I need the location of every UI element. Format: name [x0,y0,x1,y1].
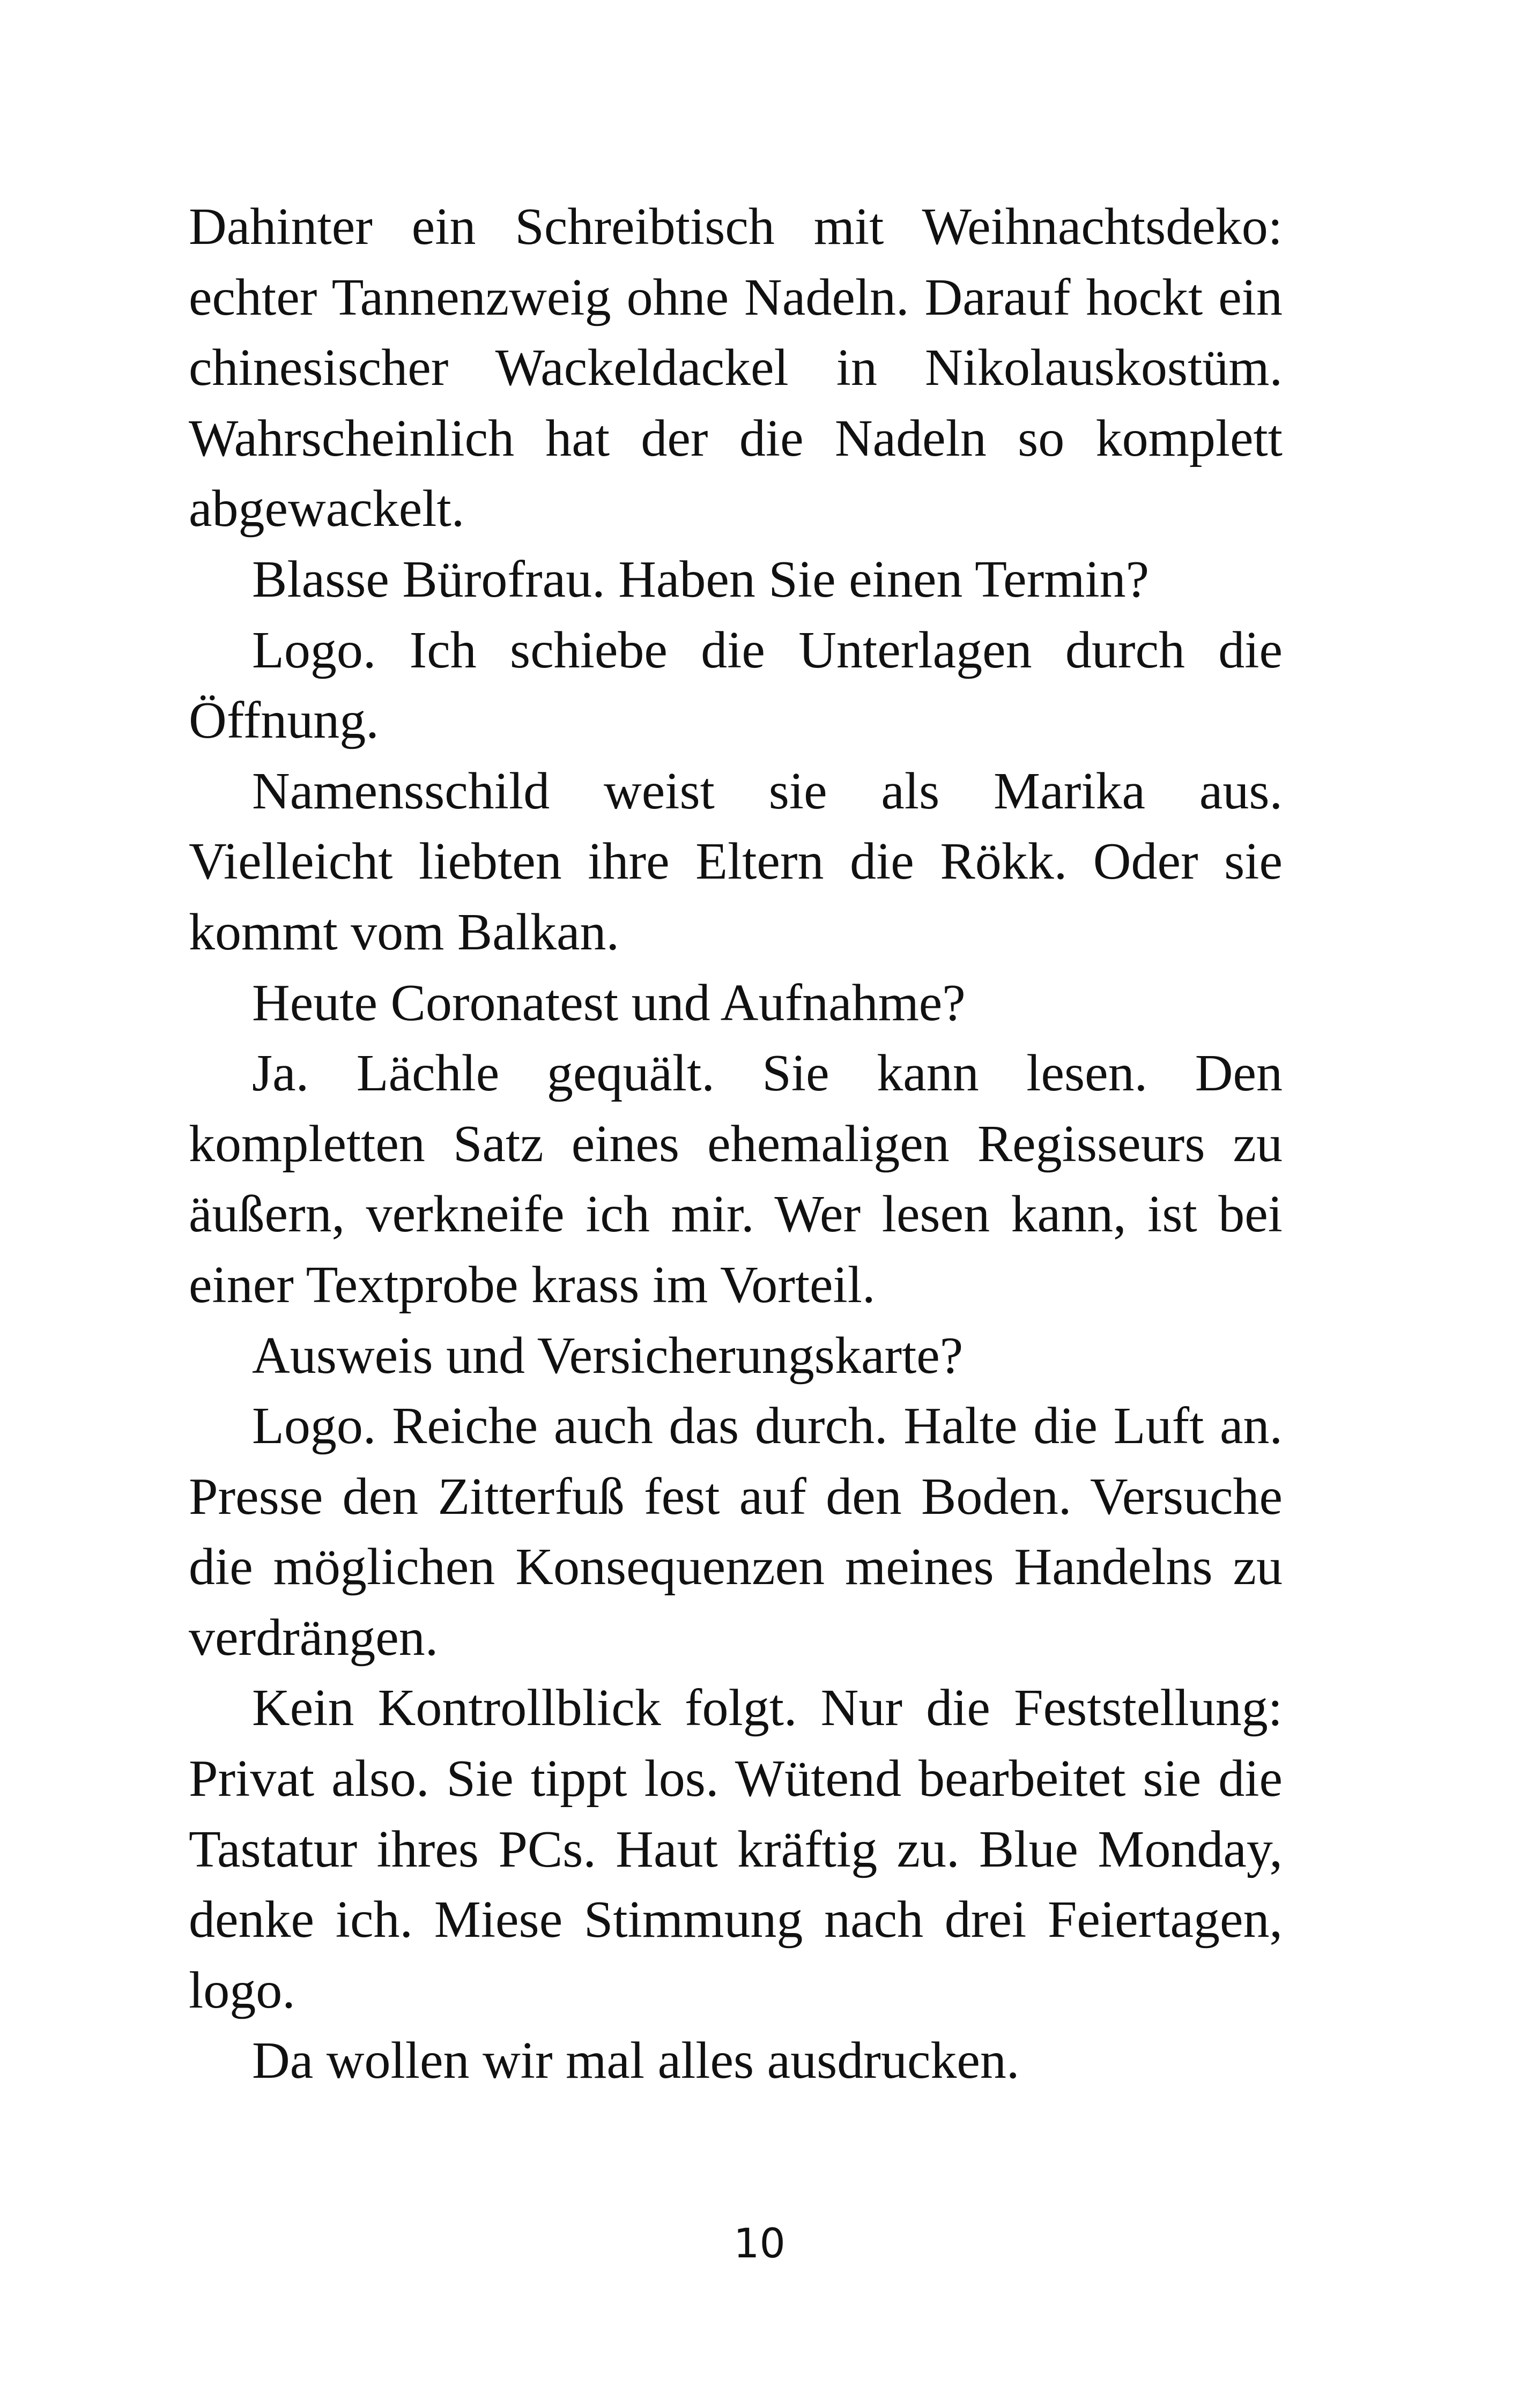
body-text [189,192,1283,2097]
paragraph-4: Namensschild weist sie als Marika aus. Vielleicht liebten ihre Eltern die Rökk. Oder sie kommt vom Balkan. [189,762,1283,961]
paragraph-10: Da wollen wir mal alles ausdrucken. [252,2032,1020,2090]
paragraph-9: Kein Kontrollblick folgt. Nur die Feststellung: Privat also. Sie tippt los. Wütend bearbeitet sie die Tastatur ihres PCs. Haut kräftig zu. Blue Monday, denke ich. Miese Stimmung nach drei Feiertagen, logo. [189,1679,1283,2019]
paragraph-3: Logo. Ich schiebe die Unterlagen durch die Öffnung. [189,621,1283,750]
paragraph-5: Heute Coronatest und Aufnahme? [252,973,966,1032]
paragraph-7: Ausweis und Versicherungskarte? [252,1326,964,1385]
paragraph-2: Blasse Bürofrau. Haben Sie einen Termin? [252,550,1150,608]
paragraph-8: Logo. Reiche auch das durch. Halte die Luft an. Presse den Zitterfuß fest auf den Boden. Versuche die möglichen Konsequenzen meines Handelns zu verdrängen. [189,1397,1283,1667]
paragraph-1: Dahinter ein Schreibtisch mit Weihnachtsdeko: echter Tannenzweig ohne Nadeln. Darauf hockt ein chinesischer Wackeldackel in Nikolauskostüm. Wahrscheinlich hat der die Nadeln so komplett abgewackelt. [189,198,1283,538]
paragraph-6: Ja. Lächle gequält. Sie kann lesen. Den kompletten Satz eines ehemaligen Regisseurs zu äußern, verkneife ich mir. Wer lesen kann, ist bei einer Textprobe krass im Vorteil. [189,1044,1283,1314]
page-number: 10 [733,2219,786,2267]
